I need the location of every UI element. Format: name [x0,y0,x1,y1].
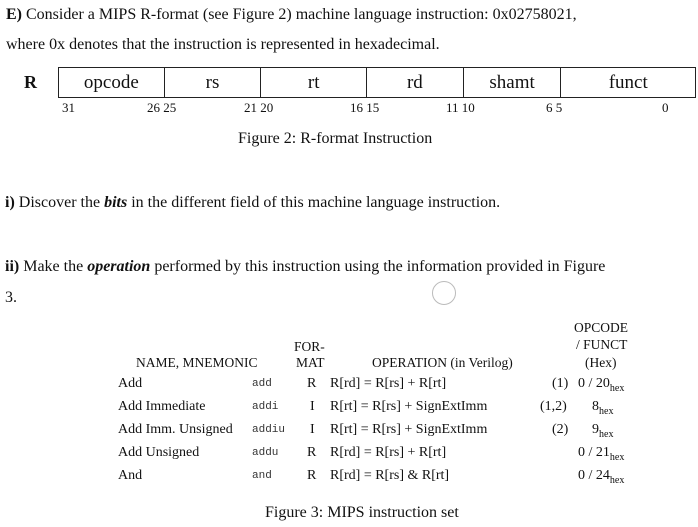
question-line-2: where 0x denotes that the instruction is represented in hexadecimal. [6,36,440,53]
row-code [578,445,624,466]
row-format: I [310,399,315,414]
question-line-1 [6,5,577,25]
row-operation: R[rt] = R[rs] + SignExtImm [330,422,488,437]
header-format-bottom: MAT [296,355,325,370]
header-name: NAME, MNEMONIC [136,355,258,370]
row-code-sub: hex [609,382,625,394]
rformat-label: R [24,72,37,92]
question-label: E) [6,6,22,23]
row-mnemonic: addiu [252,424,286,436]
figure-3-caption: Figure 3: MIPS instruction set [265,504,459,521]
field-rt: rt [261,68,367,97]
bit-0: 0 [662,100,669,115]
header-opcode-1: OPCODE [574,320,629,335]
header-opcode-3: (Hex) [585,355,617,370]
row-name: Add [118,376,143,391]
row-name: Add Unsigned [118,445,200,460]
field-rd: rd [367,68,464,97]
part-ii-line-2: 3. [5,289,17,306]
field-shamt: shamt [464,68,562,97]
part-ii-emph: operation [87,258,151,275]
row-format: I [310,422,315,437]
field-opcode: opcode [59,68,165,97]
row-name: Add Imm. Unsigned [118,422,233,437]
part-i [5,193,500,213]
bit-26-25: 26 25 [147,100,177,115]
bit-21-20: 21 20 [244,100,274,115]
part-i-text-post: in the different field of this machine language instruction. [127,194,501,211]
row-format: R [307,468,317,483]
row-code-value: 0 / 21 [578,445,610,460]
row-code-value: 8 [592,399,599,414]
part-i-emph: bits [104,194,128,211]
part-ii-label: ii) [5,258,20,275]
row-mnemonic: addu [252,447,279,459]
row-code [592,399,613,420]
row-note: (2) [552,422,569,437]
field-rs: rs [165,68,262,97]
bit-11-10: 11 10 [446,100,475,115]
bit-16-15: 16 15 [350,100,380,115]
row-name: And [118,468,143,483]
row-name: Add Immediate [118,399,206,414]
row-operation: R[rt] = R[rs] + SignExtImm [330,399,488,414]
row-mnemonic: and [252,470,272,482]
row-code [578,376,624,397]
row-code-value: 0 / 20 [578,376,610,391]
question-text-1: Consider a MIPS R-format (see Figure 2) machine language instruction: 0x02758021, [22,6,577,23]
row-format: R [307,376,317,391]
row-code-sub: hex [609,451,625,463]
row-operation: R[rd] = R[rs] & R[rt] [330,468,450,483]
row-operation: R[rd] = R[rs] + R[rt] [330,445,447,460]
field-funct: funct [608,71,648,93]
bit-31: 31 [62,100,75,115]
cursor-circle-icon [432,281,456,305]
part-ii [5,257,605,277]
header-opcode-2: / FUNCT [576,337,628,352]
part-i-text-pre: Discover the [14,194,105,211]
part-ii-text-post: performed by this instruction using the information provided in Figure [150,258,606,275]
header-operation: OPERATION (in Verilog) [372,355,513,370]
row-code-value: 0 / 24 [578,468,610,483]
rformat-box [58,67,696,98]
row-code [578,468,624,489]
figure-2-caption: Figure 2: R-format Instruction [238,130,433,147]
row-code-value: 9 [592,422,599,437]
row-note: (1,2) [540,399,567,414]
row-mnemonic: addi [252,401,279,413]
row-format: R [307,445,317,460]
row-code-sub: hex [599,428,614,440]
part-ii-text-pre: Make the [19,258,88,275]
row-operation: R[rd] = R[rs] + R[rt] [330,376,447,391]
part-i-label: i) [5,194,15,211]
row-code-sub: hex [599,405,614,417]
bit-6-5: 6 5 [546,100,563,115]
row-mnemonic: add [252,378,272,390]
row-note: (1) [552,376,569,391]
header-format-top: FOR- [294,339,325,354]
row-code [592,422,613,443]
row-code-sub: hex [609,474,625,486]
